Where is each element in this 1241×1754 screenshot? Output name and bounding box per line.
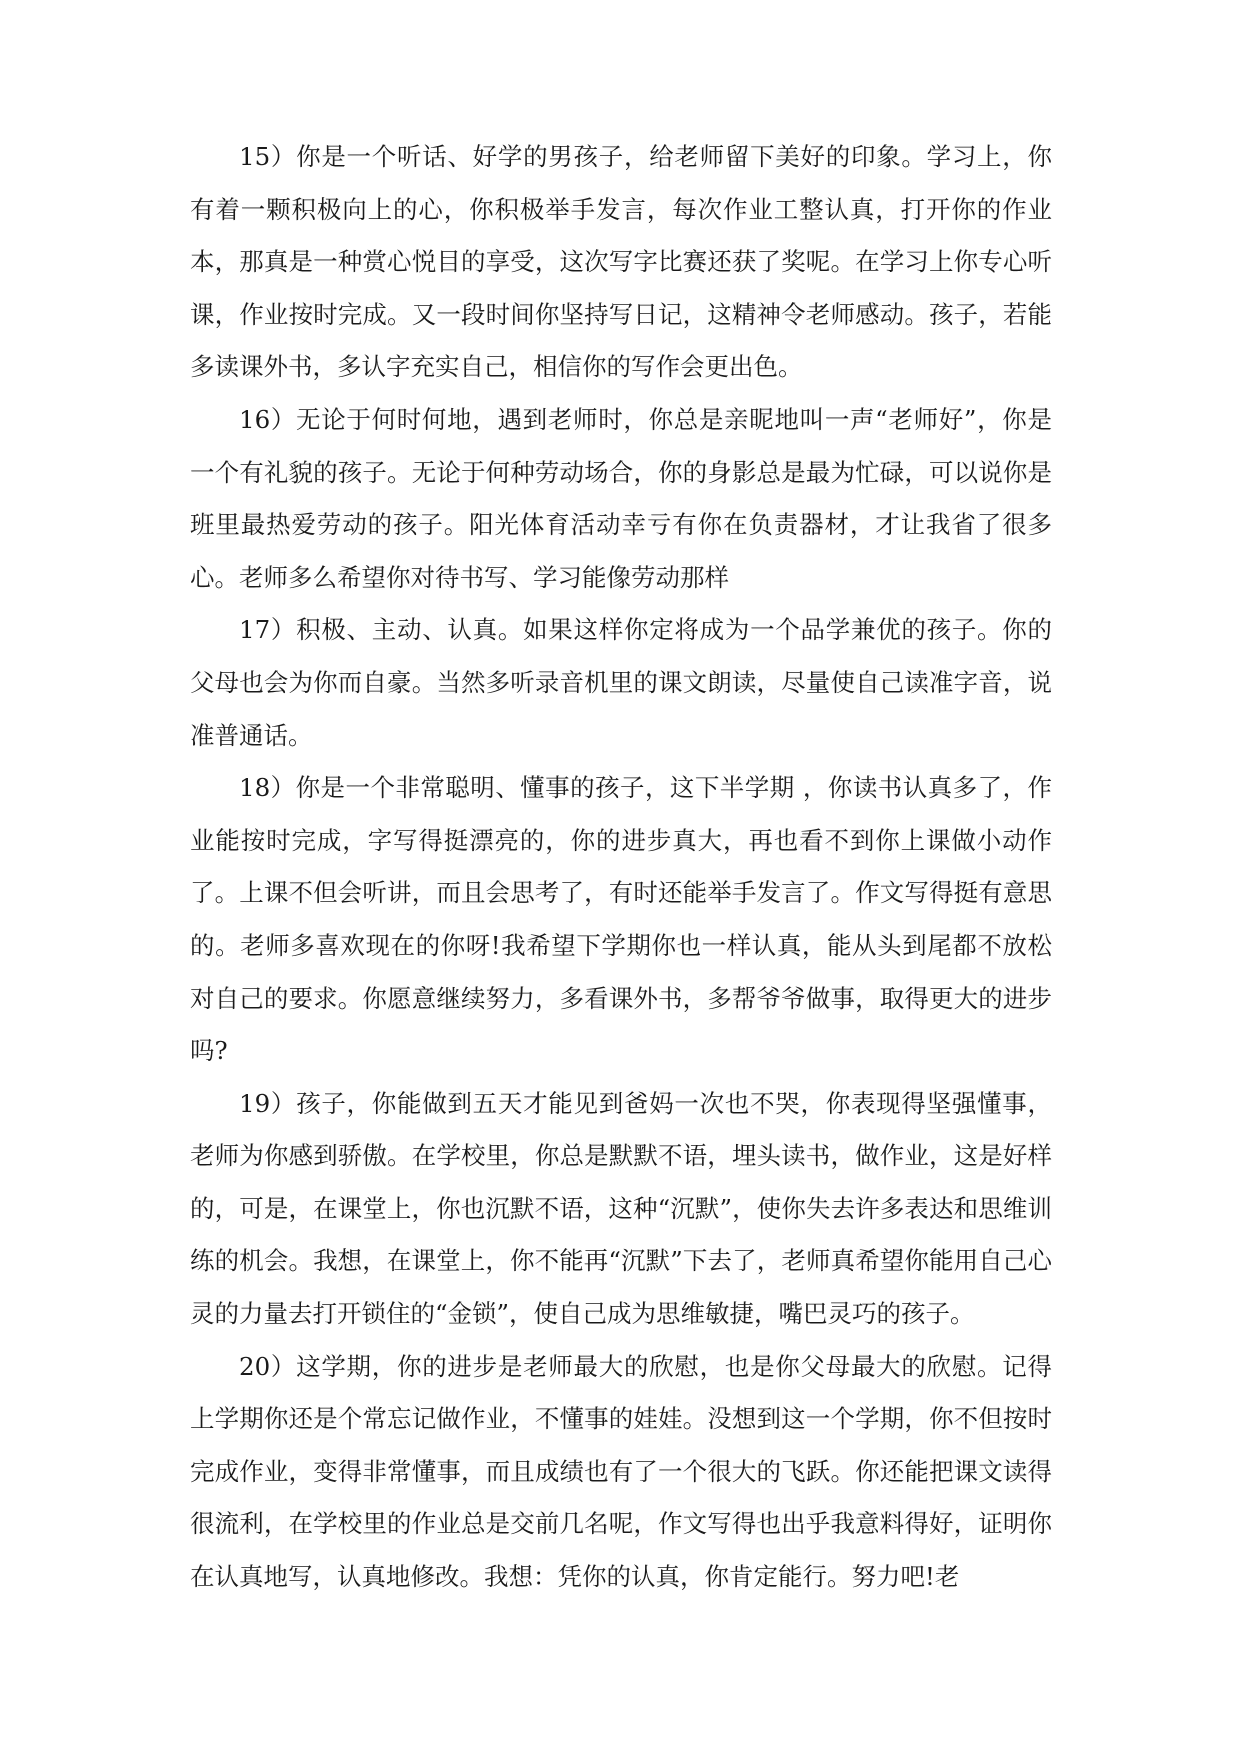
comment-paragraph-18: 18）你是一个非常聪明、懂事的孩子，这下半学期 ，你读书认真多了，作业能按时完成，字写得挺漂亮的，你的进步真大，再也看不到你上课做小动作了。上课不但会听讲，而且会思考了，有时还能举手发言了。作文写得挺有意思的。老师多喜欢现在的你呀!我希望下学期你也一样认真，能从头到尾都不放松对自己的要求。你愿意继续努力，多看课外书，多帮爷爷做事，取得更大的进步吗? [190,773,1052,1066]
comment-paragraph-15: 15）你是一个听话、好学的男孩子，给老师留下美好的印象。学习上，你有着一颗积极向上的心，你积极举手发言，每次作业工整认真，打开你的作业本，那真是一种赏心悦目的享受，这次写字比赛还获了奖呢。在学习上你专心听课，作业按时完成。又一段时间你坚持写日记，这精神令老师感动。孩子，若能多读课外书，多认字充实自己，相信你的写作会更出色。 [190,142,1052,382]
document-body [190,131,1052,1604]
comment-paragraph-20: 20）这学期，你的进步是老师最大的欣慰，也是你父母最大的欣慰。记得上学期你还是个常忘记做作业，不懂事的娃娃。没想到这一个学期，你不但按时完成作业，变得非常懂事，而且成绩也有了一个很大的飞跃。你还能把课文读得很流利，在学校里的作业总是交前几名呢，作文写得也出乎我意料得好，证明你在认真地写，认真地修改。我想：凭你的认真，你肯定能行。努力吧!老 [190,1351,1052,1592]
comment-paragraph-16: 16）无论于何时何地，遇到老师时，你总是亲昵地叫一声“老师好”，你是一个有礼貌的孩子。无论于何种劳动场合，你的身影总是最为忙碌，可以说你是班里最热爱劳动的孩子。阳光体育活动幸亏有你在负责器材，才让我省了很多心。老师多么希望你对待书写、学习能像劳动那样 [190,404,1052,592]
comment-paragraph-17: 17）积极、主动、认真。如果这样你定将成为一个品学兼优的孩子。你的父母也会为你而自豪。当然多听录音机里的课文朗读，尽量使自己读准字音，说准普通话。 [190,615,1052,750]
comment-paragraph-19: 19）孩子，你能做到五天才能见到爸妈一次也不哭，你表现得坚强懂事，老师为你感到骄傲。在学校里，你总是默默不语，埋头读书，做作业，这是好样的，可是，在课堂上，你也沉默不语，这种“沉默”，使你失去许多表达和思维训练的机会。我想，在课堂上，你不能再“沉默”下去了，老师真希望你能用自己心灵的力量去打开锁住的“金锁”，使自己成为思维敏捷，嘴巴灵巧的孩子。 [190,1088,1052,1329]
